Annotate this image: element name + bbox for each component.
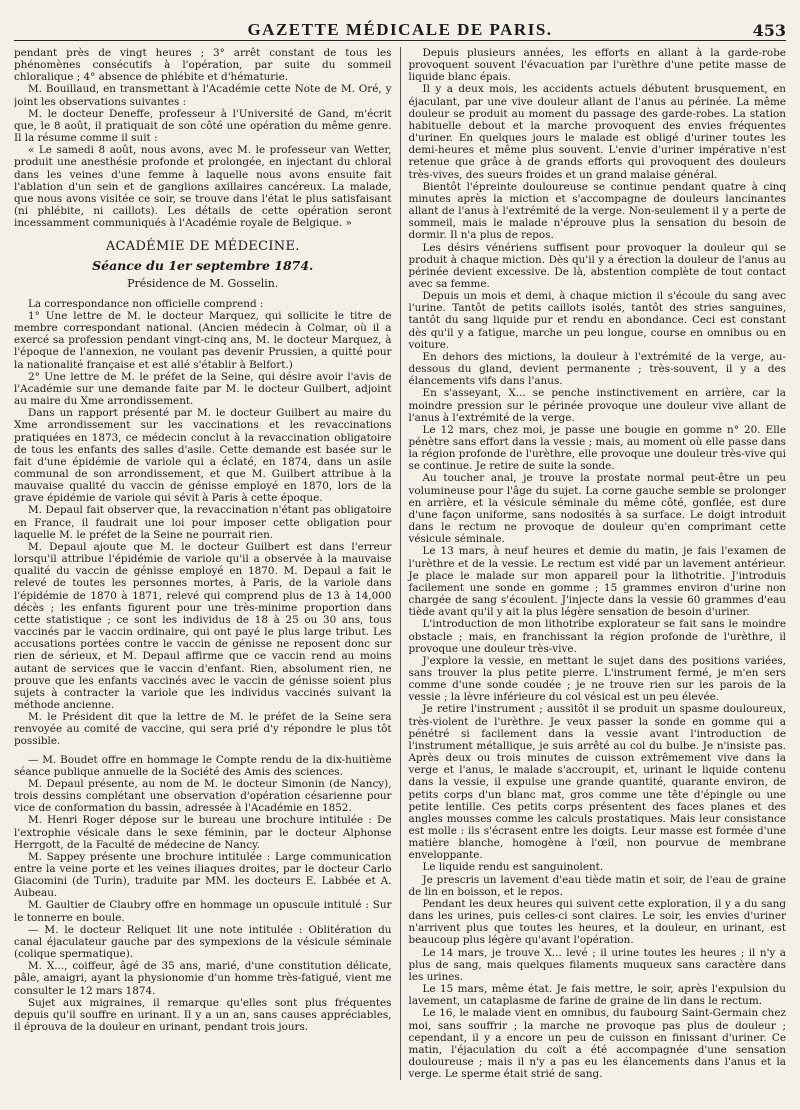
- paragraph: M. Bouillaud, en transmettant à l'Académie cette Note de M. Oré, y joint les observations suivantes :: [14, 83, 392, 108]
- left-column: [14, 47, 400, 1080]
- paragraph: Au toucher anal, je trouve la prostate normal peut-être un peu volumineuse pour l'âge du sujet. La corne gauche semble se prolonger en arrière, et la vésicule séminale du même côté, gonflée, est dure d'une façon uniforme, sans nodosités à sa surface. Le doigt introduit dans le rectum ne provoque de douleur qu'en comprimant cette vésicule séminale.: [408, 472, 786, 546]
- session-heading: Séance du 1er septembre 1874.: [92, 257, 314, 273]
- paragraph: M. Henri Roger dépose sur le bureau une brochure intitulée : De l'extrophie vésicale dans le sexe féminin, par le docteur Alphonse Herrgott, de la Faculté de médecine de Nancy.: [14, 814, 392, 851]
- section-heading: ACADÉMIE DE MÉDECINE.: [105, 239, 300, 255]
- paragraph: Sujet aux migraines, il remarque qu'elles sont plus fréquentes depuis qu'il souffre en urinant. Il y a un an, sans causes appréciables, il éprouva de la douleur en urinant, pendant trois jours.: [14, 996, 392, 1034]
- paragraph: M. Depaul fait observer que, la revaccination n'étant pas obligatoire en France, il faudrait une loi pour imposer cette obligation pour laquelle M. le préfet de la Seine ne pourrait rien.: [14, 504, 392, 541]
- page-number: 453: [752, 21, 786, 40]
- paragraph: En s'asseyant, X... se penche instinctivement en arrière, car la moindre pression sur le périnée provoque une douleur vive allant de l'anus à l'extrémité de la verge.: [408, 387, 786, 424]
- paragraph: Le 13 mars, à neuf heures et demie du matin, je fais l'examen de l'urèthre et de la vessie. Le rectum est vidé par un lavement antérieur. Je place le malade sur mon appareil pour la lithotritie. J'introduis facilement une sonde en gomme ; 15 grammes environ d'urine non chargée de sang s'écoulent. J'injecte dans la vessie 60 grammes d'eau tiède avant qu'il y ait la plus légère sensation de besoin d'uriner.: [408, 545, 786, 619]
- paragraph: M. le docteur Deneffe, professeur à l'Université de Gand, m'écrit que, le 8 août, il pratiquait de son côté une opération du même genre. Il la résume comme il suit :: [14, 107, 392, 145]
- paragraph: M. Depaul présente, au nom de M. le docteur Simonin (de Nancy), trois dessins complétant une observation d'opération césarienne pour vice de conformation du bassin, adressée à l'Académie en 1852.: [14, 777, 392, 815]
- paragraph: M. Sappey présente une brochure intitulée : Large communication entre la veine porte et les veines iliaques droites, par le docteur Carlo Giacomini (de Turin), traduite par MM. les docteurs E. Labbée et A. Aubeau.: [14, 850, 392, 900]
- journal-title: GAZETTE MÉDICALE DE PARIS.: [247, 20, 553, 39]
- paragraph: 2° Une lettre de M. le préfet de la Seine, qui désire avoir l'avis de l'Académie sur une demande faite par M. le docteur Guilbert, adjoint au maire du Xme arrondissement.: [14, 370, 392, 408]
- paragraph: — M. le docteur Reliquet lit une note intitulée : Oblitération du canal éjaculateur gauche par des sympexions de la vésicule séminale (colique spermatique).: [14, 923, 392, 961]
- paragraph: Le 14 mars, je trouve X... levé ; il urine toutes les heures ; il n'y a plus de sang, mais quelques filaments muqueux sans caractère dans les urines.: [408, 946, 786, 983]
- paragraph: Les désirs vénériens suffisent pour provoquer la douleur qui se produit à chaque miction. Dès qu'il y a érection la douleur de l'anus au périnée devient excessive. De là, abstention complète de tout contact avec sa femme.: [408, 241, 786, 290]
- paragraph: Le 16, le malade vient en omnibus, du faubourg Saint-Germain chez moi, sans souffrir ; la marche ne provoque pas plus de douleur ; cependant, il y a encore un peu de cuisson en finissant d'uriner. Ce matin, l'éjaculation du coït a été accompagnée d'une sensation douloureuse ; mais il n'y a pas eu les élancements dans l'anus et la verge. Le sperme était strié de sang.: [408, 1007, 786, 1081]
- paragraph: Je prescris un lavement d'eau tiède matin et soir, de l'eau de graine de lin en boisson, et le repos.: [408, 873, 786, 898]
- paragraph: Il y a deux mois, les accidents actuels débutent brusquement, en éjaculant, par une vive douleur allant de l'anus au périnée. La même douleur se produit au moment du passage des garde-robes. La station habituelle debout et la marche provoquent des envies fréquentes d'uriner. En quelques jours le malade est obligé d'uriner toutes les demi-heures et même plus souvent. L'envie d'uriner impérative n'est retenue que grâce à de grands efforts qui provoquent des douleurs très-vives, des sueurs froides et un grand malaise général.: [408, 83, 786, 181]
- paragraph: Depuis un mois et demi, à chaque miction il s'écoule du sang avec l'urine. Tantôt de petits caillots isolés, tantôt des stries sanguines, tantôt du sang liquide pur et rendu en abondance. Ceci est constant dès qu'il y a fatigue, marche un peu longue, course en omnibus ou en voiture.: [408, 290, 786, 351]
- paragraph: Depuis plusieurs années, les efforts en allant à la garde-robe provoquent souvent l'évacuation par l'urèthre d'une petite masse de liquide blanc épais.: [408, 47, 786, 84]
- paragraph: M. le Président dit que la lettre de M. le préfet de la Seine sera renvoyée au comité de vaccine, qui sera prié d'y répondre le plus tôt possible.: [14, 711, 392, 748]
- paragraph: Le 15 mars, même état. Je fais mettre, le soir, après l'expulsion du lavement, un cataplasme de farine de graine de lin dans le rectum.: [408, 983, 786, 1008]
- paragraph: L'introduction de mon lithotribe explorateur se fait sans le moindre obstacle ; mais, en franchissant la région profonde de l'urèthre, il provoque une douleur très-vive.: [408, 618, 786, 655]
- article-columns: [14, 47, 786, 1080]
- paragraph: La correspondance non officielle comprend :: [28, 297, 264, 310]
- paragraph: M. X..., coiffeur, âgé de 35 ans, marié, d'une constitution délicate, pâle, amaigri, ayant la physionomie d'un homme très-fatigué, vient me consulter le 12 mars 1874.: [14, 960, 392, 997]
- paragraph: — M. Boudet offre en hommage le Compte rendu de la dix-huitième séance publique annuelle de la Société des Amis des sciences.: [14, 753, 392, 778]
- paragraph: M. Gaultier de Claubry offre en hommage un opuscule intitulé : Sur le tonnerre en boule.: [14, 899, 392, 924]
- paragraph: 1° Une lettre de M. le docteur Marquez, qui sollicite le titre de membre correspondant national. (Ancien médecin à Colmar, où il a exercé sa profession pendant vingt-cinq ans, M. le docteur Marquez, à l'époque de l'annexion, ne voulant pas devenir Prussien, a quitté pour la nationalité française et est allé s'établir à Belfort.): [14, 309, 392, 371]
- paragraph: J'explore la vessie, en mettant le sujet dans des positions variées, sans trouver la plus petite pierre. L'instrument fermé, je m'en sers comme d'une sonde coudée ; je ne trouve rien sur les parois de la vessie ; la lèvre inférieure du col vésical est un peu élevée.: [408, 654, 786, 704]
- paragraph: Bientôt l'épreinte douloureuse se continue pendant quatre à cinq minutes après la miction et s'accompagne de douleurs lancinantes allant de l'anus à l'extrémité de la verge. Non-seulement il y a perte de sommeil, mais le malade n'éprouve plus la sensation du besoin de dormir. Il n'a plus de repos.: [408, 180, 786, 242]
- quote-paragraph: « Le samedi 8 août, nous avons, avec M. le professeur van Wetter, produit une anesthésie profonde et prolongée, en injectant du chloral dans les veines d'une femme à laquelle nous avons ensuite fait l'ablation d'un sein et de ganglions axillaires cancéreux. La malade, que nous avons visitée ce soir, se trouve dans l'état le plus satisfaisant (ni phlébite, ni caillots). Les détails de cette opération seront incessamment communiqués à l'Académie royale de Belgique. »: [14, 144, 392, 230]
- paragraph: En dehors des mictions, la douleur à l'extrémité de la verge, au-dessous du gland, devient permanente ; très-souvent, il y a des élancements vifs dans l'anus.: [408, 350, 786, 388]
- paragraph: Le 12 mars, chez moi, je passe une bougie en gomme n° 20. Elle pénètre sans effort dans la vessie ; mais, au moment où elle passe dans la région profonde de l'urèthre, elle provoque une douleur très-vive qui se continue. Je retire de suite la sonde.: [408, 423, 786, 473]
- right-column: [400, 47, 787, 1080]
- paragraph: Dans un rapport présenté par M. le docteur Guilbert au maire du Xme arrondissement sur les vaccinations et les revaccinations pratiquées en 1873, ce médecin conclut à la revaccination obligatoire de tous les enfants des salles d'asile. Cette demande est basée sur le fait d'une épidémie de variole qui a éclaté, en 1874, dans un asile communal de son arrondissement, et que M. Guilbert attribue à la mauvaise qualité du vaccin de génisse employé en 1870, lors de la grave épidémie de variole qui sévit à Paris à cette époque.: [14, 407, 392, 505]
- paragraph: M. Depaul ajoute que M. le docteur Guilbert est dans l'erreur lorsqu'il attribue l'épidémie de variole qu'il a observée à la mauvaise qualité du vaccin de génisse employé en 1870. M. Depaul a fait le relevé de toutes les personnes mortes, à Paris, de la variole dans l'épidémie de 1870 à 1871, relevé qui comprend plus de 13 à 14,000 décès ; les enfants figurent pour une très-minime proportion dans cette statistique ; ce sont les individus de 18 à 25 ou 30 ans, tous vaccinés par le vaccin ordinaire, qui ont payé le plus large tribut. Les accusations portées contre le vaccin de génisse ne reposent donc sur rien de sérieux, et M. Depaul affirme que ce vaccin rend au moins autant de services que le vaccin d'enfant. Rien, absolument rien, ne prouve que les enfants vaccinés avec le vaccin de génisse soient plus sujets à contracter la variole que les individus vaccinés suivant la méthode ancienne.: [14, 540, 392, 711]
- paragraph: Le liquide rendu est sanguinolent.: [422, 861, 604, 874]
- presidency-line: Présidence de M. Gosselin.: [127, 276, 279, 290]
- paragraph: pendant près de vingt heures ; 3° arrêt constant de tous les phénomènes consécutifs à l'opération, par suite du sommeil chloralique ; 4° absence de phlébite et d'hématurie.: [14, 47, 392, 84]
- masthead: [14, 10, 786, 41]
- paragraph: Pendant les deux heures qui suivent cette exploration, il y a du sang dans les urines, puis celles-ci sont claires. Le soir, les envies d'uriner n'arrivent plus que toutes les heures, et la douleur, en urinant, est beaucoup plus légère qu'avant l'opération.: [408, 897, 786, 947]
- paragraph: Je retire l'instrument ; aussitôt il se produit un spasme douloureux, très-violent de l'urèthre. Je veux passer la sonde en gomme qui a pénétré si facilement dans la vessie avant l'introduction de l'instrument métallique, je suis arrêté au col du bulbe. Je n'insiste pas. Après deux ou trois minutes de cuisson extrêmement vive dans la verge et l'anus, le malade s'accroupit, et, urinant le liquide contenu dans la vessie, il expulse une grande quantité, quarante environ, de petits corps d'un blanc mat, gros comme une tête d'épingle ou une petite lentille. Ces petits corps présentent des faces planes et des angles mousses comme les calculs prostatiques. Mais leur consistance est molle : ils s'écrasent entre les doigts. Leur masse est formée d'une matière blanche, homogène à l'œil, non pourvue de membrane enveloppante.: [408, 703, 786, 862]
